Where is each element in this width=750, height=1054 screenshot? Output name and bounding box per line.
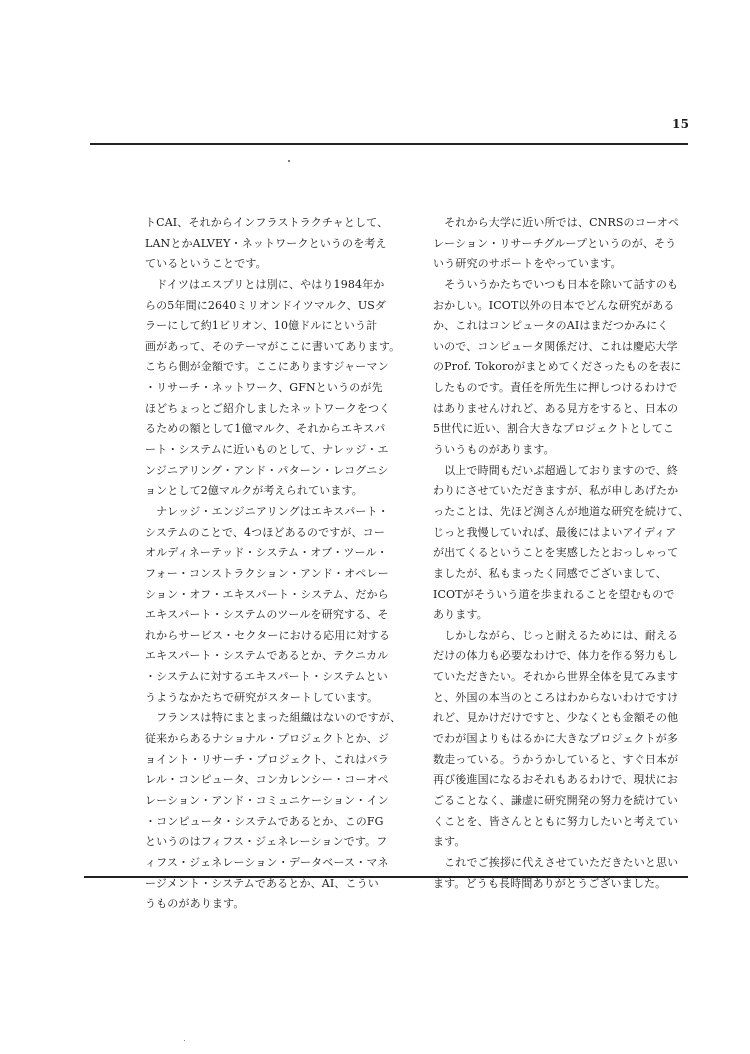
text-line: ごることなく、謙虚に研究開発の努力を続けてい <box>433 793 679 807</box>
text-line: わりにさせていただきますが、私が申しあげたか <box>433 484 679 498</box>
text-line: しかしながら、じっと耐えるためには、耐える <box>433 628 679 642</box>
footer-rule <box>84 876 688 878</box>
text-line: こちら側が金額です。ここにありますジャーマン <box>145 360 389 374</box>
text-line: ・コンピュータ・システムであるとか、このFG <box>145 814 384 828</box>
text-line: レーション・リサーチグループというのが、そう <box>433 236 677 250</box>
text-line: はありませんけれど、ある見方をすると、日本の <box>433 401 679 415</box>
text-line: オルディネーテッド・システム・オブ・ツール・ <box>145 546 388 560</box>
text-line: ンジニアリング・アンド・パターン・レコグニシ <box>145 463 389 477</box>
text-line: ョイント・リサーチ・プロジェクト、これはパラ <box>145 752 389 766</box>
text-line: るための額として1億マルク、それからエキスパ <box>145 422 386 436</box>
text-line: ション・オフ・エキスパート・システム、だから <box>145 587 389 601</box>
text-line: フランスは特にまとまった組織はないのですが、 <box>145 711 402 725</box>
text-line: ・リサーチ・ネットワーク、GFNというのが先 <box>145 381 383 395</box>
text-column-left <box>145 213 403 915</box>
text-line: LANとかALVEY・ネットワークというのを考え <box>145 236 387 250</box>
text-line: ィフス・ジェネレーション・データベース・マネ <box>145 855 389 869</box>
text-line: だけの体力も必要なわけで、体力を作る努力もし <box>433 649 679 663</box>
text-line: か、これはコンピュータのAIはまだつかみにく <box>433 319 669 333</box>
text-line: ます。 <box>433 835 466 849</box>
text-line: 数走っている。うかうかしていると、すぐ日本が <box>433 752 679 766</box>
text-line: いう研究のサポートをやっています。 <box>433 257 622 271</box>
text-line: と、外国の本当のところはわからないわけですけ <box>433 690 679 704</box>
text-line: ナレッジ・エンジニアリングはエキスパート・ <box>145 504 389 518</box>
text-line: というのはフィフス・ジェネレーションです。フ <box>145 835 388 849</box>
scan-speck <box>288 160 290 162</box>
text-line: それから大学に近い所では、CNRSのコーオペ <box>433 216 680 229</box>
text-line: 以上で時間もだいぶ超過しておりますので、終 <box>433 463 679 477</box>
text-line: トCAI、それからインフラストラクチャとして、 <box>145 216 389 229</box>
text-line: ういうものがあります。 <box>433 443 555 457</box>
text-line: 再び後進国になるおそれもあるわけで、現状にお <box>433 773 679 787</box>
text-line: ていただきたい。それから世界全体を見てみます <box>433 670 679 684</box>
text-line: ているということです。 <box>145 257 267 271</box>
text-line: が出てくるということを実感したとおっしゃって <box>433 546 679 560</box>
text-line: いので、コンピュータ関係だけ、これは慶応大学 <box>433 339 678 353</box>
text-line: のProf. Tokoroがまとめてくださったものを表に <box>433 360 682 374</box>
text-line: ・システムに対するエキスパート・システムとい <box>145 670 388 684</box>
text-line: でわが国よりもはるかに大きなプロジェクトが多 <box>433 732 679 746</box>
text-line: そういうかたちでいつも日本を除いて話すのも <box>433 277 679 291</box>
header-rule <box>90 143 688 145</box>
text-line: ョンとして2億マルクが考えられています。 <box>145 484 363 498</box>
text-line: うものがあります。 <box>145 897 245 911</box>
text-line: システムのことで、4つほどあるのですが、コー <box>145 525 385 539</box>
text-line: レル・コンピュータ、コンカレンシー・コーオペ <box>145 773 389 787</box>
text-line: ます。どうも長時間ありがとうございました。 <box>433 876 667 890</box>
text-line: ドイツはエスプリとは別に、やはり1984年か <box>145 277 385 291</box>
text-line: おかしい。ICOT以外の日本でどんな研究がある <box>433 298 675 312</box>
text-line: あります。 <box>433 608 488 622</box>
text-line: ージメント・システムであるとか、AI、こうい <box>145 876 379 890</box>
text-line: 5世代に近い、割合大きなプロジェクトとしてこ <box>433 422 675 436</box>
text-line: エキスパート・システムのツールを研究する、そ <box>145 608 389 622</box>
text-line: レーション・アンド・コミュニケーション・イン <box>145 793 389 807</box>
text-line: ほどちょっとご紹介しましたネットワークをつく <box>145 401 391 415</box>
text-column-right <box>433 213 691 894</box>
text-line: ICOTがそういう道を歩まれることを望むもので <box>433 587 675 601</box>
text-line: ラーにして約1ビリオン、10億ドルにという計 <box>145 319 378 333</box>
text-line: じっと我慢していれば、最後にはよいアイディア <box>433 525 677 539</box>
text-line: これでご挨拶に代えさせていただきたいと思い <box>433 855 679 869</box>
text-line: くことを、皆さんとともに努力したいと考えてい <box>433 814 679 828</box>
text-line: したものです。責任を所先生に押しつけるわけで <box>433 381 678 395</box>
text-line: 従来からあるナショナル・プロジェクトとか、ジ <box>145 732 390 746</box>
text-line: 画があって、そのテーマがここに書いてあります。 <box>145 339 401 353</box>
text-line: フォー・コンストラクション・アンド・オペレー <box>145 566 389 580</box>
text-line: ったことは、先ほど渕さんが地道な研究を続けて、 <box>433 504 690 518</box>
scan-speck <box>184 1040 185 1041</box>
page-number: 15 <box>672 117 690 131</box>
text-line: らの5年間に2640ミリオンドイツマルク、USダ <box>145 298 387 312</box>
text-line: ート・システムに近いものとして、ナレッジ・エ <box>145 443 389 457</box>
text-line: うようなかたちで研究がスタートしています。 <box>145 690 379 704</box>
text-line: エキスパート・システムであるとか、テクニカル <box>145 649 389 663</box>
text-line: れからサービス・セクターにおける応用に対する <box>145 628 391 642</box>
text-line: れど、見かけだけですと、少なくとも金額その他 <box>433 711 679 725</box>
text-line: ましたが、私もまったく同感でございまして、 <box>433 566 667 580</box>
